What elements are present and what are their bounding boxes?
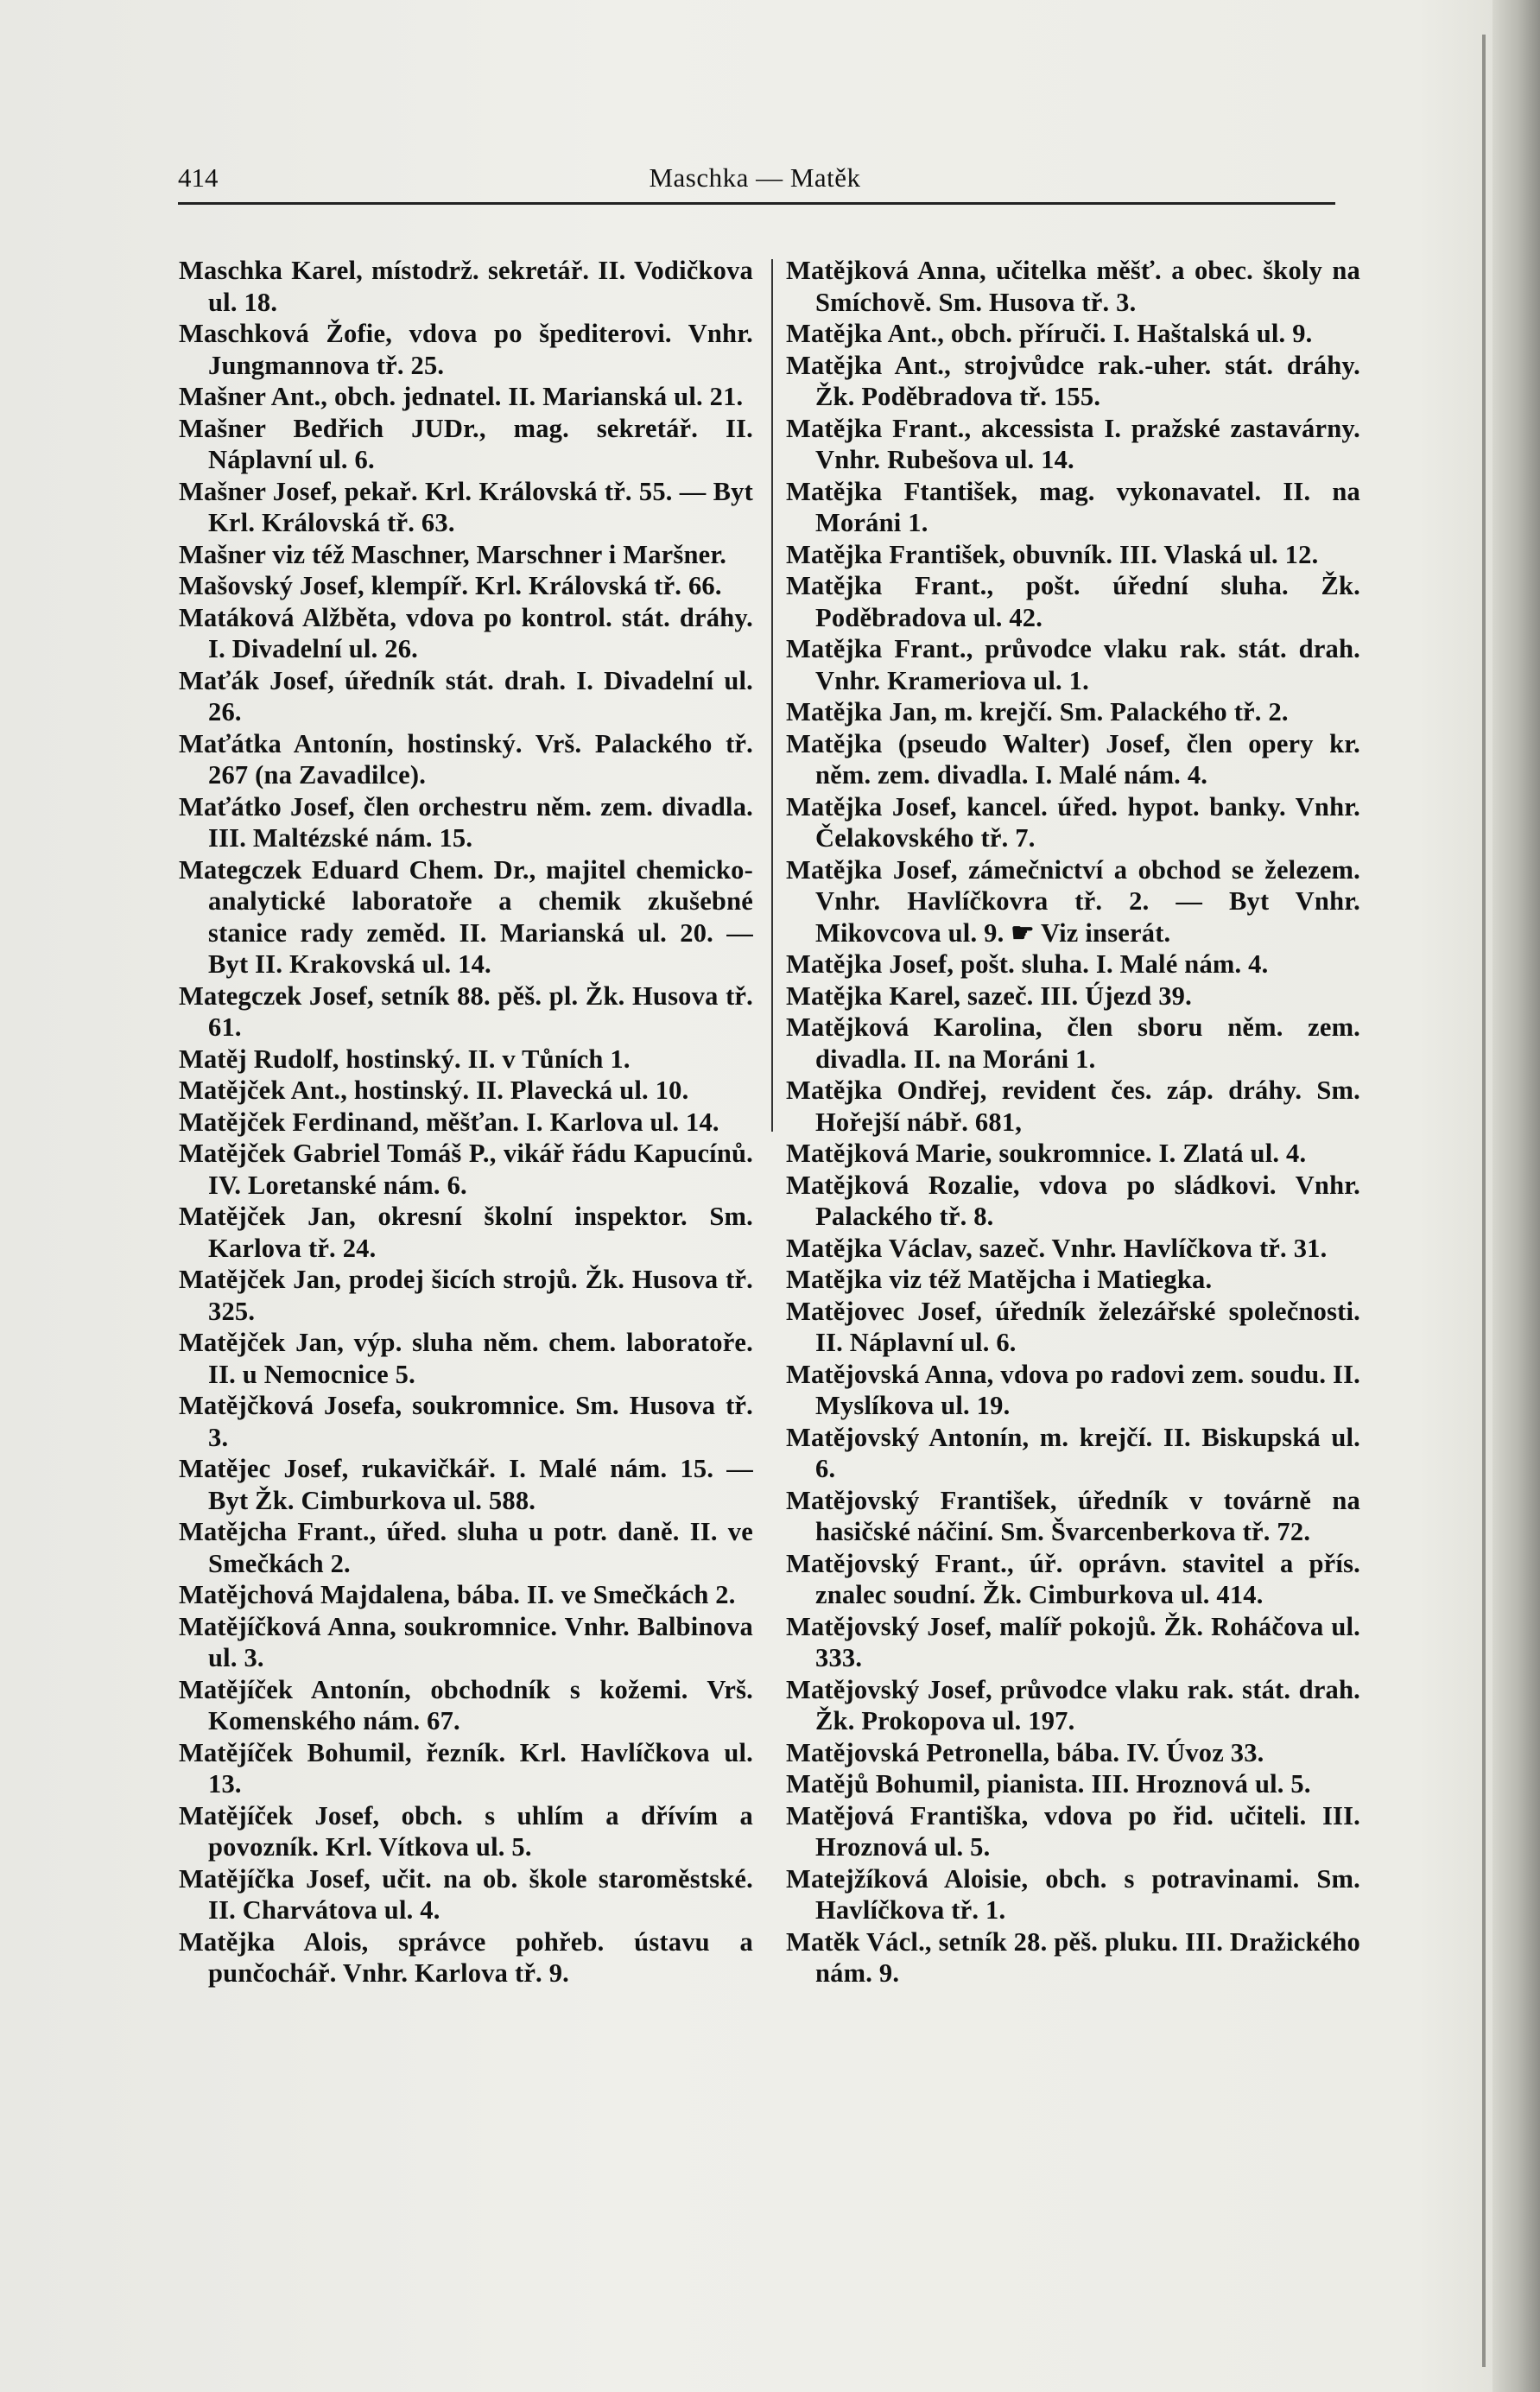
directory-entry: Matějka Ftantišek, mag. vykonavatel. II. na Moráni 1. xyxy=(786,476,1360,537)
running-head: Maschka — Matěk xyxy=(649,162,861,193)
header-rule xyxy=(178,202,1335,205)
directory-entry: Matějka Václav, sazeč. Vnhr. Havlíčkova tř. 31. xyxy=(786,1233,1328,1263)
directory-entry: Matějková Rozalie, vdova po sládkovi. Vnhr. Palackého tř. 8. xyxy=(786,1170,1360,1231)
directory-entry: Matějka Frant., akcessista I. pražské zastavárny. Vnhr. Rubešova ul. 14. xyxy=(786,413,1360,474)
page-edge-line xyxy=(1482,35,1486,2367)
directory-entry: Matějíček Josef, obch. s uhlím a dřívím a povozník. Krl. Vítkova ul. 5. xyxy=(179,1800,753,1862)
directory-entry: Matějíček Antonín, obchodník s kožemi. Vrš. Komenského nám. 67. xyxy=(179,1674,753,1735)
directory-entry: Matějka (pseudo Walter) Josef, člen opery kr. něm. zem. divadla. I. Malé nám. 4. xyxy=(786,728,1360,790)
directory-entry: Matějíčka Josef, učit. na ob. škole staroměstské. II. Charvátova ul. 4. xyxy=(179,1863,753,1925)
directory-entry: Matěj Rudolf, hostinský. II. v Tůních 1. xyxy=(179,1044,631,1074)
directory-entry: Matějec Josef, rukavičkář. I. Malé nám. 15. — Byt Žk. Cimburkova ul. 588. xyxy=(179,1454,753,1515)
directory-entry: Matějka Josef, kancel. úřed. hypot. banky. Vnhr. Čelakovského tř. 7. xyxy=(786,791,1360,853)
directory-entry: Matejžíková Aloisie, obch. s potravinami. Sm. Havlíčkova tř. 1. xyxy=(786,1863,1360,1925)
directory-entry: Matějíčková Anna, soukromnice. Vnhr. Balbinova ul. 3. xyxy=(179,1611,753,1672)
directory-entry: Matějovec Josef, úředník železářské společnosti. II. Náplavní ul. 6. xyxy=(786,1296,1360,1357)
column-divider xyxy=(771,259,773,1132)
directory-entry: Matějková Marie, soukromnice. I. Zlatá ul. 4. xyxy=(786,1139,1307,1168)
directory-entry: Matějček Jan, výp. sluha něm. chem. laboratoře. II. u Nemocnice 5. xyxy=(179,1328,753,1389)
directory-entry: Matějka František, obuvník. III. Vlaská ul. 12. xyxy=(786,539,1319,569)
directory-entry: Matějcha Frant., úřed. sluha u potr. daně. II. ve Smečkách 2. xyxy=(179,1517,753,1578)
directory-entry: Matějovský Antonín, m. krejčí. II. Biskupská ul. 6. xyxy=(786,1422,1360,1483)
directory-entry: Matějů Bohumil, pianista. III. Hroznová ul. 5. xyxy=(786,1769,1311,1799)
directory-entry: Matějovská Petronella, bába. IV. Úvoz 33. xyxy=(786,1737,1264,1767)
directory-entry: Mašner Josef, pekař. Krl. Královská tř. 55. — Byt Krl. Královská tř. 63. xyxy=(179,476,753,537)
directory-entry: Matějka viz též Matějcha i Matiegka. xyxy=(786,1265,1213,1294)
directory-entry: Maťátka Antonín, hostinský. Vrš. Palackého tř. 267 (na Zavadilce). xyxy=(179,728,753,790)
directory-entry: Matějka Jan, m. krejčí. Sm. Palackého tř. 2. xyxy=(786,697,1289,726)
directory-entry: Matějka Ondřej, revident čes. záp. dráhy. Sm. Hořejší nábř. 681, xyxy=(786,1075,1360,1137)
directory-entry: Matějka Frant., průvodce vlaku rak. stát. drah. Vnhr. Krameriova ul. 1. xyxy=(786,634,1360,695)
right-column xyxy=(786,255,1360,1989)
directory-entry: Matějka Ant., obch. příruči. I. Haštalská ul. 9. xyxy=(786,319,1313,348)
directory-entry: Matějček Jan, okresní školní inspektor. Sm. Karlova tř. 24. xyxy=(179,1202,753,1263)
directory-entry: Matáková Alžběta, vdova po kontrol. stát. dráhy. I. Divadelní ul. 26. xyxy=(179,602,753,663)
book-spine-shadow xyxy=(1492,0,1540,2392)
directory-entry: Mašovský Josef, klempíř. Krl. Královská tř. 66. xyxy=(179,571,722,600)
directory-entry: Matějovský Josef, malíř pokojů. Žk. Roháčova ul. 333. xyxy=(786,1611,1360,1672)
directory-entry: Matějka Alois, správce pohřeb. ústavu a punčochář. Vnhr. Karlova tř. 9. xyxy=(179,1926,753,1988)
directory-entry: Matějka Josef, zámečnictví a obchod se železem. Vnhr. Havlíčkovra tř. 2. — Byt Vnhr. Mikovcova ul. 9. ☛ Viz inserát. xyxy=(786,854,1360,948)
directory-entry: Maschka Karel, místodrž. sekretář. II. Vodičkova ul. 18. xyxy=(179,256,753,317)
page-header xyxy=(178,157,1332,202)
directory-entry: Matěk Václ., setník 28. pěš. pluku. III. Dražického nám. 9. xyxy=(786,1926,1360,1988)
directory-entry: Matějovský František, úředník v továrně na hasičské náčiní. Sm. Švarcenberkova tř. 72. xyxy=(786,1485,1360,1546)
directory-entry: Mašner Ant., obch. jednatel. II. Marianská ul. 21. xyxy=(179,382,744,411)
directory-entry: Matějčková Josefa, soukromnice. Sm. Husova tř. 3. xyxy=(179,1391,753,1452)
directory-entry: Matějchová Majdalena, bába. II. ve Smečkách 2. xyxy=(179,1580,736,1609)
directory-entry: Matějka Josef, pošt. sluha. I. Malé nám. 4. xyxy=(786,949,1269,979)
directory-entry: Matějovská Anna, vdova po radovi zem. soudu. II. Myslíkova ul. 19. xyxy=(786,1359,1360,1420)
directory-entry: Matějovský Josef, průvodce vlaku rak. stát. drah. Žk. Prokopova ul. 197. xyxy=(786,1674,1360,1735)
directory-entry: Matějíček Bohumil, řezník. Krl. Havlíčkova ul. 13. xyxy=(179,1737,753,1799)
directory-entry: Mategczek Josef, setník 88. pěš. pl. Žk. Husova tř. 61. xyxy=(179,980,753,1042)
directory-entry: Matějka Frant., pošt. úřední sluha. Žk. Poděbradova ul. 42. xyxy=(786,571,1360,632)
directory-entry: Maťátko Josef, člen orchestru něm. zem. divadla. III. Maltézské nám. 15. xyxy=(179,791,753,853)
directory-entry: Maschková Žofie, vdova po špediterovi. Vnhr. Jungmannova tř. 25. xyxy=(179,319,753,380)
directory-entry: Matějček Gabriel Tomáš P., vikář řádu Kapucínů. IV. Loretanské nám. 6. xyxy=(179,1139,753,1200)
directory-entry: Maťák Josef, úředník stát. drah. I. Divadelní ul. 26. xyxy=(179,665,753,726)
directory-entry: Mategczek Eduard Chem. Dr., majitel chemicko-analytické laboratoře a chemik zkušebné stanice rady zeměd. II. Marianská ul. 20. — Byt II. Krakovská ul. 14. xyxy=(179,854,753,979)
directory-entry: Matějček Jan, prodej šicích strojů. Žk. Husova tř. 325. xyxy=(179,1265,753,1326)
page-number: 414 xyxy=(178,162,219,193)
directory-entry: Mašner Bedřich JUDr., mag. sekretář. II. Náplavní ul. 6. xyxy=(179,413,753,474)
directory-entry: Matějková Anna, učitelka měšť. a obec. školy na Smíchově. Sm. Husova tř. 3. xyxy=(786,256,1360,317)
directory-entry: Mašner viz též Maschner, Marschner i Maršner. xyxy=(179,539,727,569)
directory-entry: Matějka Karel, sazeč. III. Újezd 39. xyxy=(786,980,1192,1011)
directory-entry: Matějovský Frant., úř. oprávn. stavitel a přís. znalec soudní. Žk. Cimburkova ul. 414. xyxy=(786,1548,1360,1609)
directory-entry: Matějka Ant., strojvůdce rak.-uher. stát. dráhy. Žk. Poděbradova tř. 155. xyxy=(786,350,1360,411)
left-column xyxy=(179,255,753,1989)
directory-entry: Matějová Františka, vdova po řid. učiteli. III. Hroznová ul. 5. xyxy=(786,1800,1360,1862)
directory-entry: Matějček Ferdinand, měšťan. I. Karlova ul. 14. xyxy=(179,1107,719,1137)
directory-entry: Matějček Ant., hostinský. II. Plavecká ul. 10. xyxy=(179,1075,689,1105)
directory-entry: Matějková Karolina, člen sboru něm. zem. divadla. II. na Moráni 1. xyxy=(786,1012,1360,1074)
